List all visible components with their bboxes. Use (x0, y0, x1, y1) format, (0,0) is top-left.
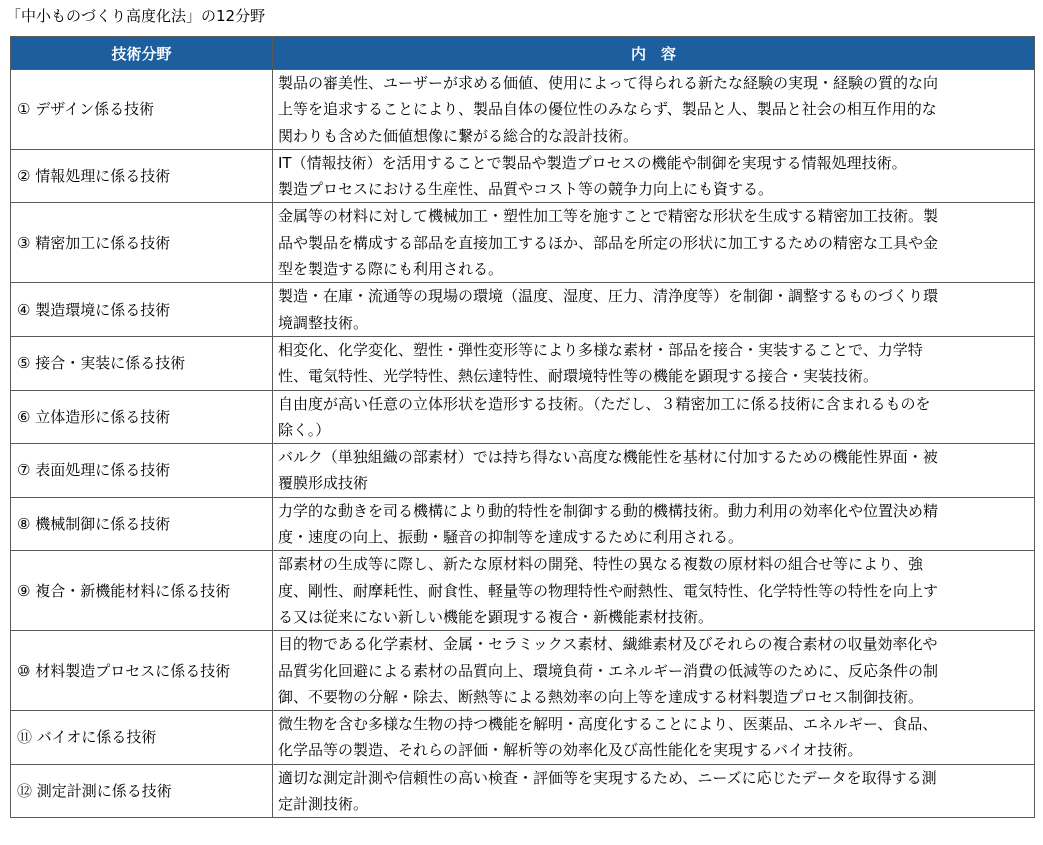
description-line: 境調整技術。 (278, 313, 369, 332)
description-line: 化学品等の製造、それらの評価・解析等の効率化及び高性能化を実現するバイオ技術。 (278, 741, 863, 760)
technology-field-name (11, 336, 273, 390)
technology-field-label: ⑨ 複合・新機能材料に係る技術 (17, 581, 231, 600)
technology-field-description (273, 149, 1035, 203)
description-line: 部素材の生成等に際し、新たな原材料の開発、特性の異なる複数の原材料の組合せ等により、強 (278, 555, 924, 574)
table-row (11, 497, 1035, 551)
description-line: 品質劣化回避による素材の品質向上、環境負荷・エネルギー消費の低減等のために、反応条件の制 (278, 661, 939, 680)
table-row (11, 203, 1035, 283)
table-row (11, 711, 1035, 765)
description-line: 覆膜形成技術 (278, 474, 369, 493)
description-line: 製品の審美性、ユーザーが求める価値、使用によって得られる新たな経験の実現・経験の質的な向 (278, 74, 939, 92)
technology-field-description (273, 551, 1035, 631)
technology-field-description (273, 631, 1035, 711)
technology-field-name (11, 283, 273, 337)
description-line: 性、電気特性、光学特性、熱伝達特性、耐環境特性等の機能を顕現する接合・実装技術。 (278, 367, 879, 386)
description-line: 上等を追求することにより、製品自体の優位性のみならず、製品と人、製品と社会の相互作用的な (278, 100, 937, 119)
description-line: 関わりも含めた価値想像に繋がる総合的な設計技術。 (278, 126, 639, 145)
technology-field-description (273, 203, 1035, 283)
technology-field-description (273, 336, 1035, 390)
description-line: 除く。） (278, 420, 331, 439)
table-row (11, 283, 1035, 337)
technology-field-name (11, 203, 273, 283)
table-row (11, 70, 1035, 150)
description-line: 力学的な動きを司る機構により動的特性を制御する動的機構技術。動力利用の効率化や位置決め精 (278, 501, 939, 520)
description-line: IT（情報技術）を活用することで製品や製造プロセスの機能や制御を実現する情報処理技術。 (278, 153, 907, 172)
table-row (11, 631, 1035, 711)
technology-field-name (11, 390, 273, 444)
description-line: 製造・在庫・流通等の現場の環境（温度、湿度、圧力、清浄度等）を制御・調整するものづくり環 (278, 287, 939, 306)
technology-field-label: ① デザイン係る技術 (17, 100, 155, 119)
description-line: 適切な測定計測や信頼性の高い検査・評価等を実現するため、ニーズに応じたデータを取得する測 (278, 768, 937, 787)
description-line: 定計測技術。 (278, 795, 369, 814)
technology-fields-table (10, 36, 1035, 818)
technology-field-label: ⑥ 立体造形に係る技術 (17, 407, 171, 426)
description-line: 相変化、化学変化、塑性・弾性変形等により多様な素材・部品を接合・実装することで、力学特 (278, 340, 923, 359)
description-line: 度・速度の向上、振動・騒音の抑制等を達成するために利用される。 (278, 528, 744, 547)
technology-field-label: ⑦ 表面処理に係る技術 (17, 461, 171, 480)
description-line: 自由度が高い任意の立体形状を造形する技術。（ただし、３精密加工に係る技術に含まれるものを (278, 394, 931, 413)
technology-field-label: ⑩ 材料製造プロセスに係る技術 (17, 661, 231, 680)
technology-field-label: ② 情報処理に係る技術 (17, 167, 171, 186)
description-line: る又は従来にない新しい機能を顕現する複合・新機能素材技術。 (278, 607, 714, 626)
page-title: 「中小ものづくり高度化法」の12分野 (6, 7, 266, 25)
description-line: 微生物を含む多様な生物の持つ機能を解明・高度化することにより、医薬品、エネルギー、食品、 (278, 715, 938, 734)
table-row (11, 336, 1035, 390)
technology-field-name (11, 631, 273, 711)
technology-field-label: ⑪ バイオに係る技術 (17, 728, 157, 747)
technology-field-description (273, 390, 1035, 444)
description-line: 度、剛性、耐摩耗性、耐食性、軽量等の物理特性や耐熱性、電気特性、化学特性等の特性を向上す (278, 581, 939, 600)
technology-field-name (11, 70, 273, 150)
table-header-row (11, 37, 1035, 70)
table-row (11, 764, 1035, 818)
table-row (11, 390, 1035, 444)
technology-field-label: ⑤ 接合・実装に係る技術 (17, 354, 186, 373)
technology-field-name (11, 551, 273, 631)
technology-field-description (273, 444, 1035, 498)
table-row (11, 551, 1035, 631)
table-row (11, 149, 1035, 203)
technology-field-name (11, 764, 273, 818)
description-line: 金属等の材料に対して機械加工・塑性加工等を施すことで精密な形状を生成する精密加工技術。製 (278, 207, 939, 226)
technology-field-name (11, 497, 273, 551)
description-line: 製造プロセスにおける生産性、品質やコスト等の競争力向上にも資する。 (278, 180, 774, 199)
technology-field-description (273, 497, 1035, 551)
technology-field-description (273, 711, 1035, 765)
technology-field-label: ⑫ 測定計測に係る技術 (17, 781, 172, 800)
description-line: 御、不要物の分解・除去、断熱等による熱効率の向上等を達成する材料製造プロセス制御技術。 (278, 687, 924, 706)
description-line: 目的物である化学素材、金属・セラミックス素材、繊維素材及びそれらの複合素材の収量効率化や (278, 635, 938, 654)
technology-field-name (11, 149, 273, 203)
header-technology-field: 技術分野 (11, 37, 273, 70)
header-content: 内 容 (273, 37, 1035, 70)
technology-field-name (11, 711, 273, 765)
technology-field-label: ③ 精密加工に係る技術 (17, 233, 171, 252)
technology-field-label: ④ 製造環境に係る技術 (17, 300, 171, 319)
technology-field-description (273, 764, 1035, 818)
technology-field-label: ⑧ 機械制御に係る技術 (17, 514, 171, 533)
description-line: バルク（単独組織の部素材）では持ち得ない高度な機能性を基材に付加するための機能性界面・被 (278, 448, 938, 467)
description-line: 品や製品を構成する部品を直接加工するほか、部品を所定の形状に加工するための精密な工具や金 (278, 233, 939, 252)
technology-field-name (11, 444, 273, 498)
technology-field-description (273, 283, 1035, 337)
technology-field-description (273, 70, 1035, 150)
description-line: 型を製造する際にも利用される。 (278, 260, 504, 279)
table-row (11, 444, 1035, 498)
